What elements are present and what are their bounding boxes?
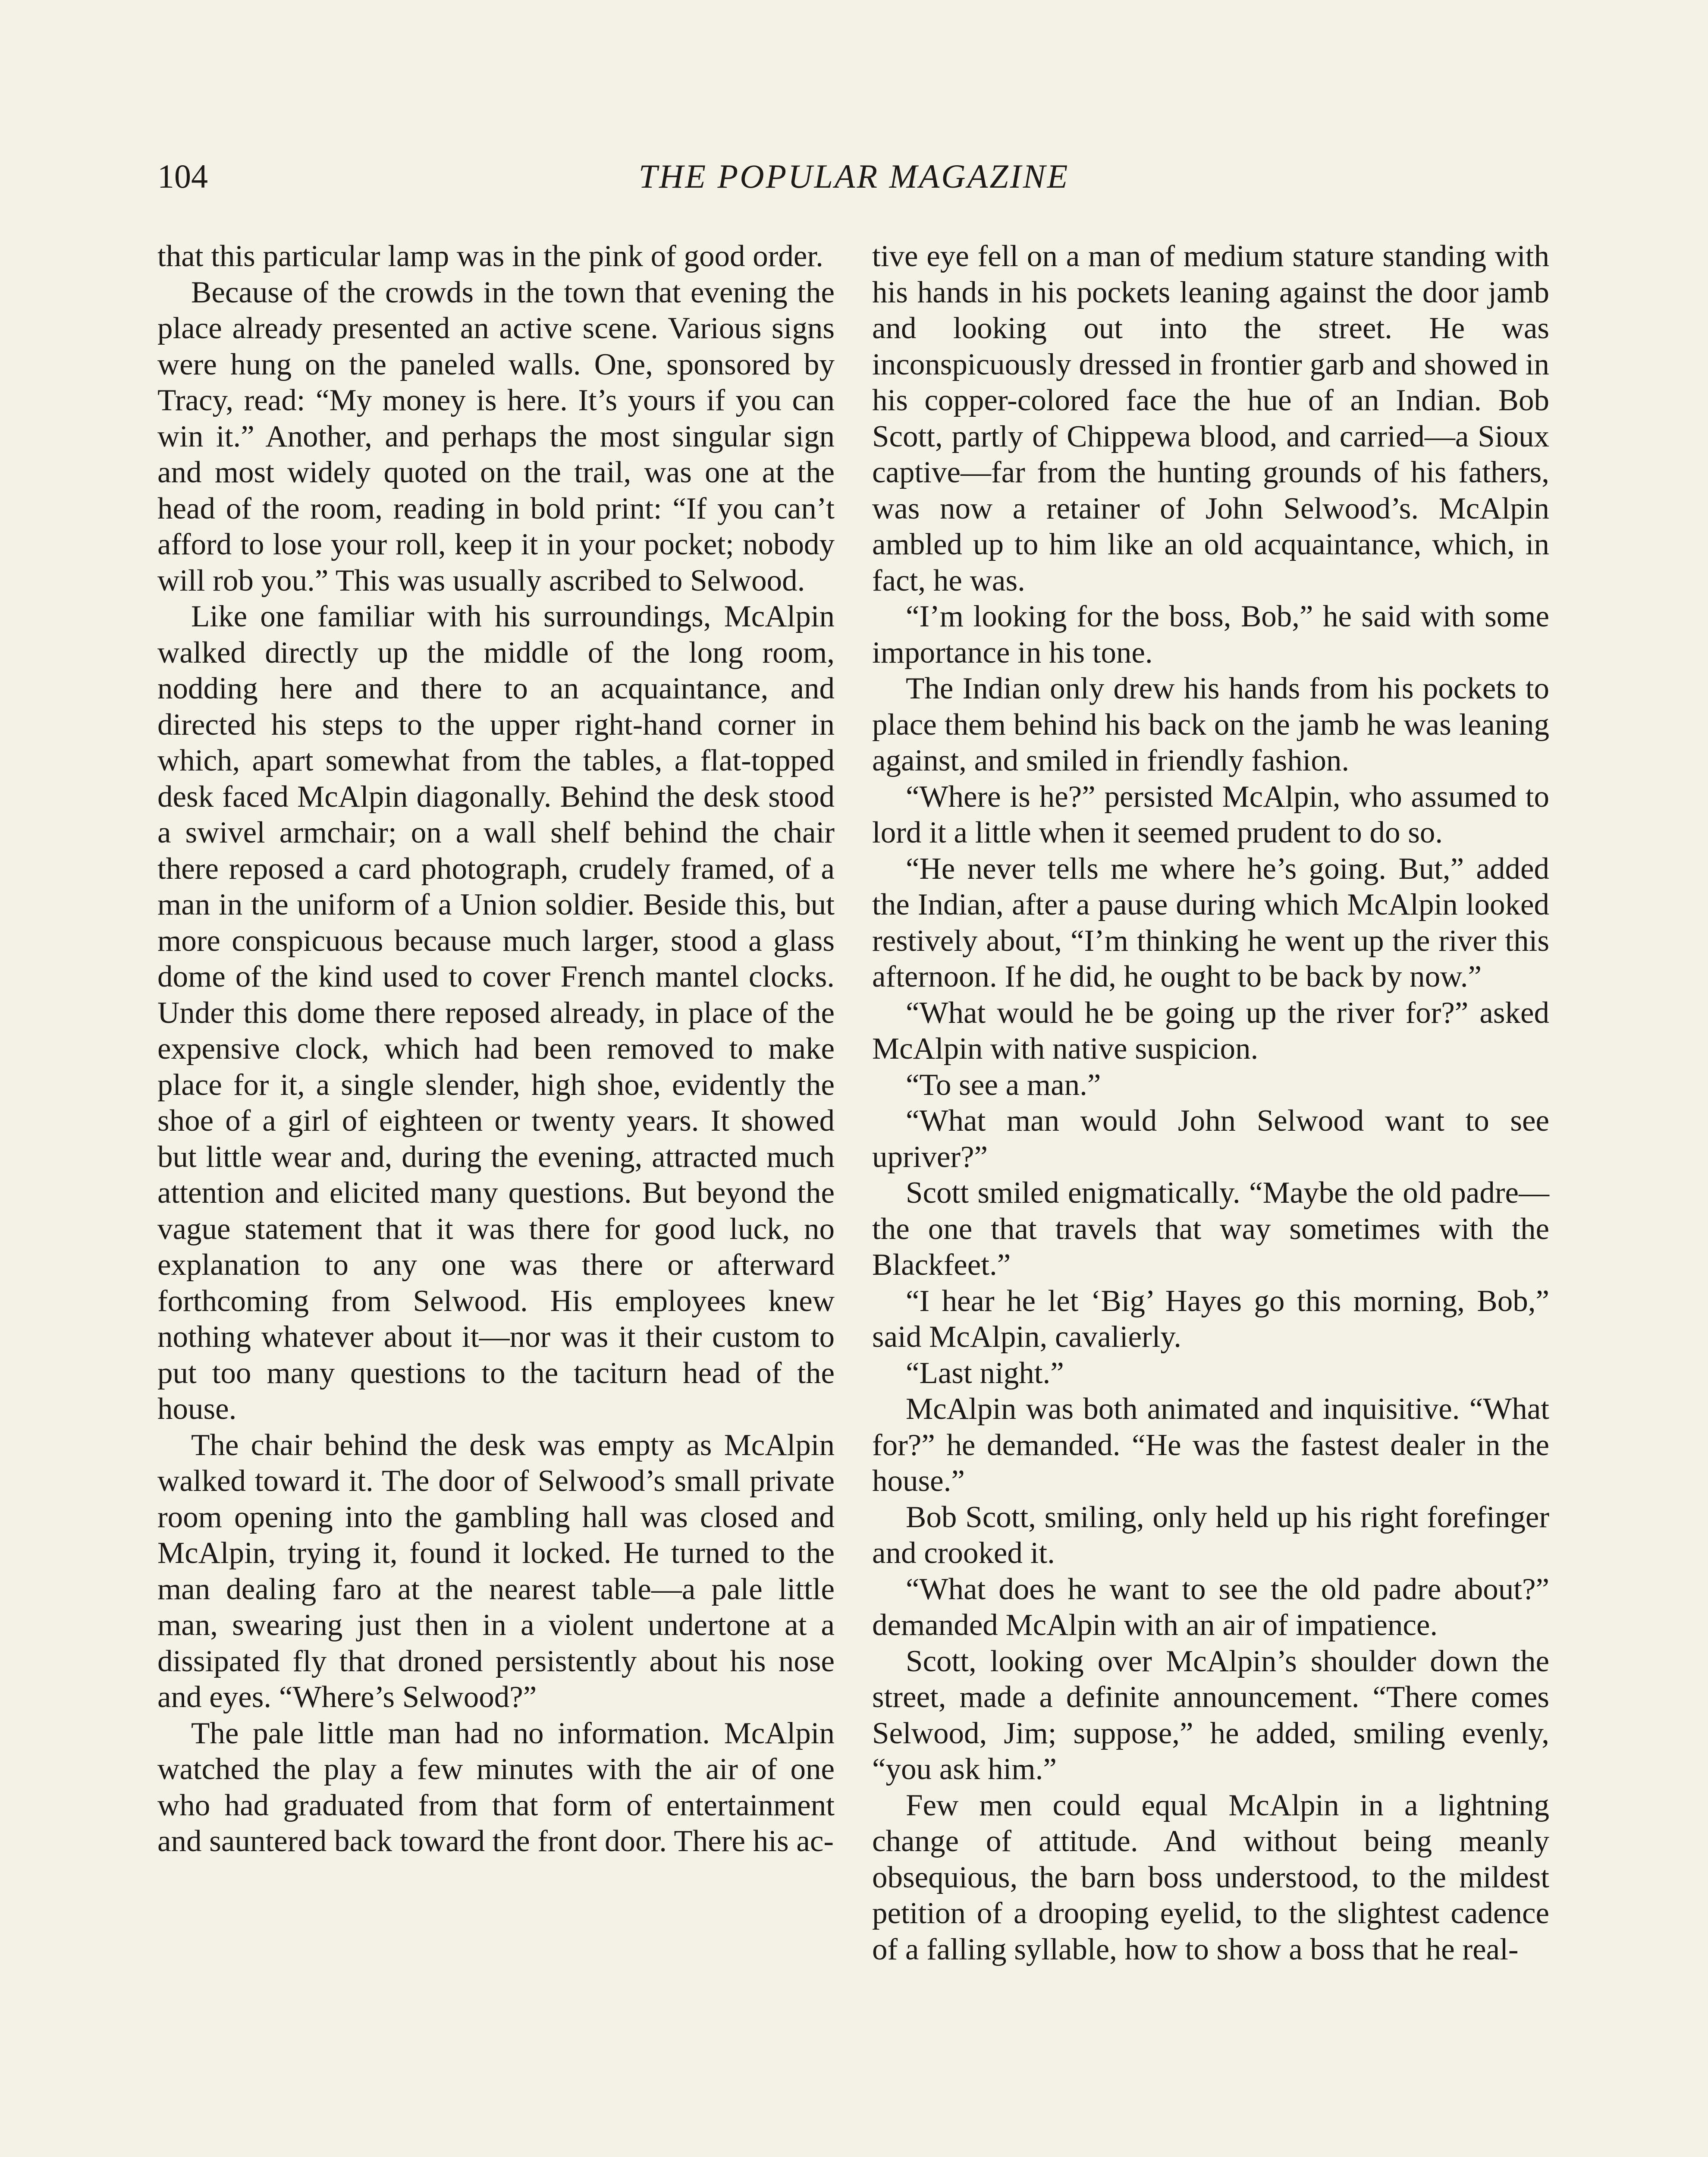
paragraph: Scott, looking over McAlpin’s shoulder down the street, made a definite announcement. “There comes Selwood, Jim; suppose,” he added, smiling evenly, “you ask him.” [872, 1644, 1549, 1786]
right-column [872, 239, 1549, 1968]
paragraph: tive eye fell on a man of medium stature standing with his hands in his pockets leaning against the door jamb and looking out into the street. He was inconspicuously dressed in frontier garb and showed in his copper-colored face the hue of an Indian. Bob Scott, partly of Chippewa blood, and carried—a Sioux captive—far from the hunting grounds of his fathers, was now a retainer of John Selwood’s. McAlpin ambled up to him like an old acquaintance, which, in fact, he was. [872, 239, 1549, 597]
paragraph: that this particular lamp was in the pink of good order. [157, 239, 823, 273]
paragraph: “To see a man.” [906, 1068, 1101, 1102]
left-column [157, 239, 835, 1860]
running-title: THE POPULAR MAGAZINE [638, 157, 1070, 195]
paragraph: Bob Scott, smiling, only held up his right forefinger and crooked it. [872, 1500, 1549, 1570]
paragraph: Scott smiled enigmatically. “Maybe the old padre—the one that travels that way sometimes with the Blackfeet.” [872, 1176, 1549, 1282]
paragraph: McAlpin was both animated and inquisitive. “What for?” he demanded. “He was the fastest dealer in the house.” [872, 1392, 1549, 1498]
paragraph: Few men could equal McAlpin in a lightning change of attitude. And without being meanly obsequious, the barn boss understood, to the mildest petition of a drooping eyelid, to the slightest cadence of a falling syllable, how to show a boss that he real- [872, 1788, 1549, 1966]
paragraph: The chair behind the desk was empty as McAlpin walked toward it. The door of Selwood’s small private room opening into the gambling hall was closed and McAlpin, trying it, found it locked. He turned to the man dealing faro at the nearest table—a pale little man, swearing just then in a violent undertone at a dissipated fly that droned persistently about his nose and eyes. “Where’s Selwood?” [157, 1428, 835, 1714]
paragraph: “I hear he let ‘Big’ Hayes go this morning, Bob,” said McAlpin, cavalierly. [872, 1284, 1549, 1354]
paragraph: “Last night.” [906, 1356, 1064, 1390]
paragraph: The Indian only drew his hands from his pockets to place them behind his back on the jamb he was leaning against, and smiled in friendly fashion. [872, 672, 1549, 777]
page-number: 104 [157, 157, 208, 195]
paragraph: Because of the crowds in the town that evening the place already presented an active scene. Various signs were hung on the paneled walls. One, sponsored by Tracy, read: “My money is here. It’s yours if you can win it.” Another, and perhaps the most singular sign and most widely quoted on the trail, was one at the head of the room, reading in bold print: “If you can’t afford to lose your roll, keep it in your pocket; nobody will rob you.” This was usually ascribed to Selwood. [157, 275, 835, 597]
paragraph: Like one familiar with his surroundings, McAlpin walked directly up the middle of the long room, nodding here and there to an acquaintance, and directed his steps to the upper right-hand corner in which, apart somewhat from the tables, a flat-topped desk faced McAlpin diagonally. Behind the desk stood a swivel armchair; on a wall shelf behind the chair there reposed a card photograph, crudely framed, of a man in the uniform of a Union soldier. Beside this, but more conspicuous because much larger, stood a glass dome of the kind used to cover French mantel clocks. Under this dome there reposed already, in place of the expensive clock, which had been removed to make place for it, a single slender, high shoe, evidently the shoe of a girl of eighteen or twenty years. It showed but little wear and, during the evening, attracted much attention and elicited many questions. But beyond the vague statement that it was there for good luck, no explanation to any one was there or afterward forthcoming from Selwood. His employees knew nothing whatever about it—nor was it their custom to put too many questions to the taciturn head of the house. [157, 600, 835, 1426]
paragraph: “What would he be going up the river for?” asked McAlpin with native suspicion. [872, 996, 1549, 1066]
paragraph: “What does he want to see the old padre about?” demanded McAlpin with an air of impatience. [872, 1572, 1549, 1642]
paragraph: “I’m looking for the boss, Bob,” he said with some importance in his tone. [872, 600, 1549, 670]
paragraph: The pale little man had no information. McAlpin watched the play a few minutes with the air of one who had graduated from that form of entertainment and sauntered back toward the front door. There his ac- [157, 1716, 835, 1858]
paragraph: “Where is he?” persisted McAlpin, who assumed to lord it a little when it seemed prudent to do so. [872, 780, 1549, 849]
paragraph: “He never tells me where he’s going. But,” added the Indian, after a pause during which McAlpin looked restively about, “I’m thinking he went up the river this afternoon. If he did, he ought to be back by now.” [872, 852, 1549, 994]
paragraph: “What man would John Selwood want to see upriver?” [872, 1104, 1549, 1174]
